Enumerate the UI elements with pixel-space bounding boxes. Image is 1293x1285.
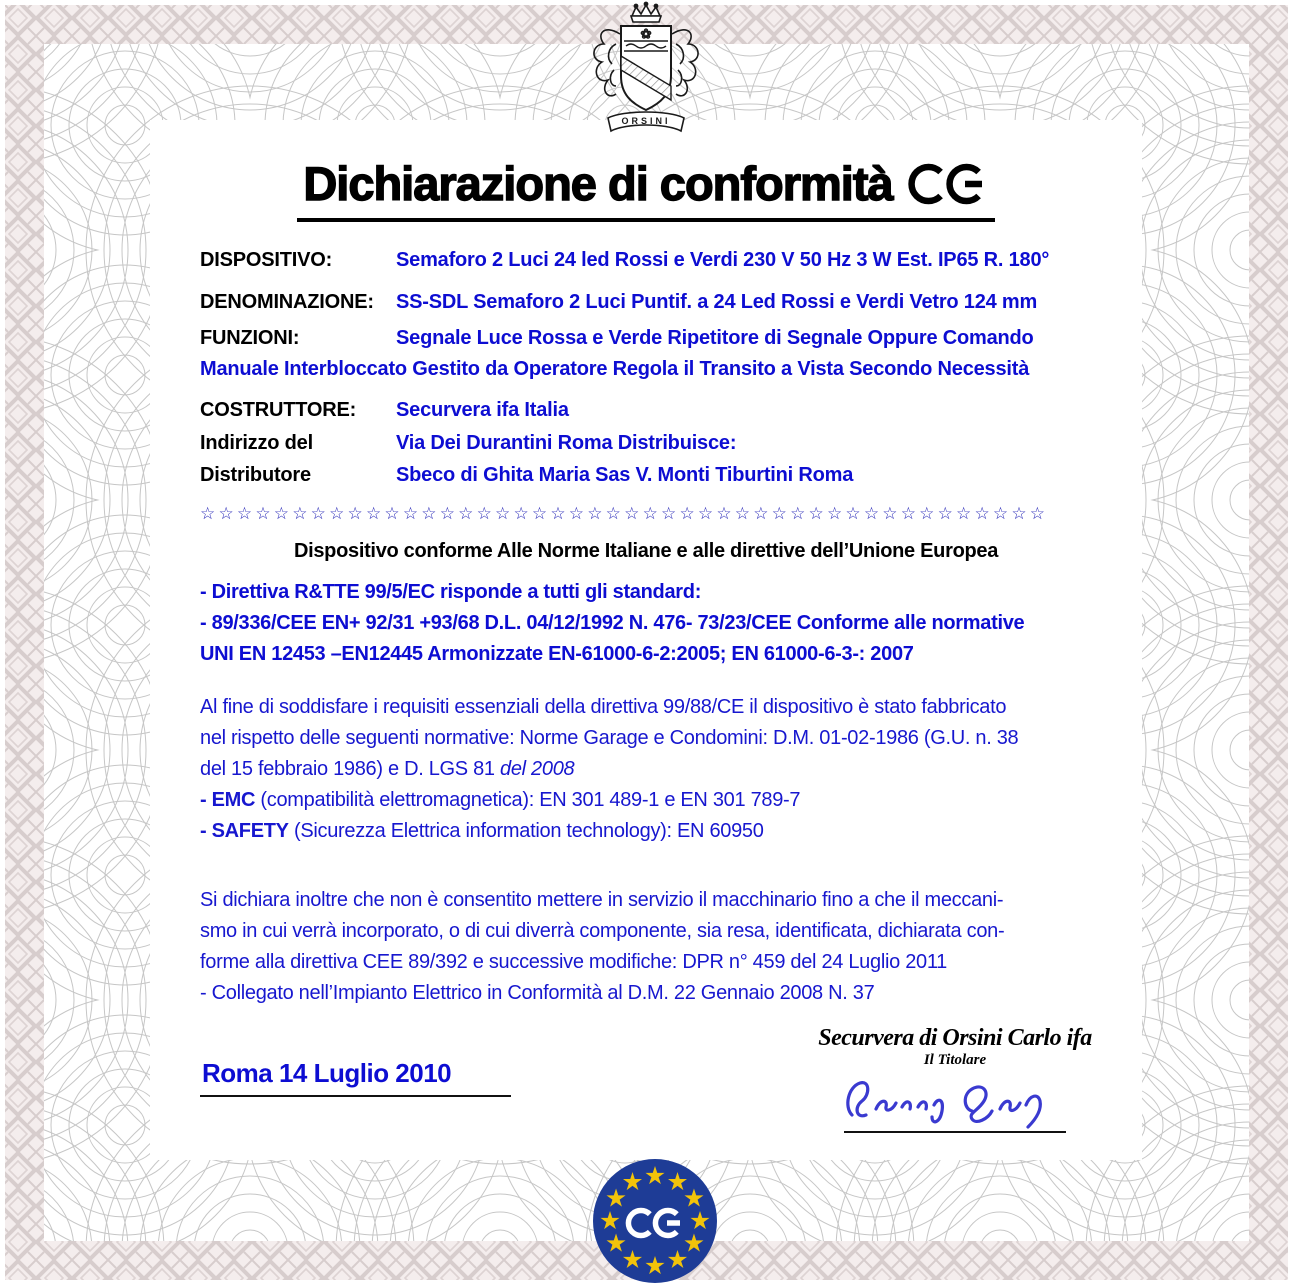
field-value: Sbeco di Ghita Maria Sas V. Monti Tiburtini Roma	[396, 464, 854, 486]
safety-text: (Sicurezza Elettrica information technology): EN 60950	[288, 820, 764, 842]
field-label: FUNZIONI:	[200, 327, 300, 349]
declaration-line: smo in cui verrà incorporato, o di cui diverrà componente, sia resa, identificata, dichiarata con-	[200, 920, 1005, 942]
fabrication-paragraph	[200, 692, 1092, 847]
safety-label: - SAFETY	[200, 820, 289, 842]
directive-line: UNI EN 12453 –EN12445 Armonizzate EN-61000-6-2:2005; EN 61000-6-3-: 2007	[200, 643, 914, 665]
stars-separator: ☆☆☆☆☆☆☆☆☆☆☆☆☆☆☆☆☆☆☆☆☆☆☆☆☆☆☆☆☆☆☆☆☆☆☆☆☆☆☆☆☆☆☆☆☆☆	[200, 504, 1049, 524]
field-label: COSTRUTTORE:	[200, 399, 357, 421]
emc-text: (compatibilità elettromagnetica): EN 301 489-1 e EN 301 789-7	[255, 789, 801, 811]
device-fields	[200, 248, 1092, 488]
fabrication-line	[200, 754, 1092, 785]
safety-line	[200, 816, 1092, 847]
fabrication-line-normal: del 15 febbraio 1986) e D. LGS 81	[200, 758, 501, 780]
field-label: DISPOSITIVO:	[200, 249, 333, 271]
field-denominazione	[200, 290, 1092, 315]
field-indirizzo	[200, 431, 1092, 456]
signature-line	[844, 1131, 1066, 1133]
emc-line	[200, 785, 1092, 816]
field-dispositivo	[200, 248, 1092, 273]
emc-label: - EMC	[200, 789, 256, 811]
field-value: Securvera ifa Italia	[396, 399, 569, 421]
field-value: Segnale Luce Rossa e Verde Ripetitore di Segnale Oppure Comando	[396, 327, 1034, 349]
field-label: DENOMINAZIONE:	[200, 291, 374, 313]
directive-line: - Direttiva R&TTE 99/5/EC risponde a tutti gli standard:	[200, 581, 702, 603]
orsini-crest	[568, 0, 724, 142]
field-funzioni	[200, 326, 1092, 351]
ce-mark-icon	[907, 160, 989, 208]
fabrication-line: nel rispetto delle seguenti normative: Norme Garage e Condomini: D.M. 01-02-1986 (G.U. n. 38	[200, 727, 1019, 749]
handwritten-signature	[840, 1071, 1070, 1131]
declaration-line: Si dichiara inoltre che non è consentito mettere in servizio il macchinario fino a che il meccani-	[200, 889, 1004, 911]
field-value: Via Dei Durantini Roma Distribuisce:	[396, 432, 737, 454]
field-label: Distributore	[200, 464, 311, 486]
crest-banner-text: ORSINI	[621, 116, 671, 126]
field-value: Semaforo 2 Luci 24 led Rossi e Verdi 230 V 50 Hz 3 W Est. IP65 R. 180°	[396, 249, 1050, 271]
field-label: Indirizzo del	[200, 432, 313, 454]
field-value: SS-SDL Semaforo 2 Luci Puntif. a 24 Led Rossi e Verdi Vetro 124 mm	[396, 291, 1038, 313]
signatory-company: Securvera di Orsini Carlo ifa	[818, 1025, 1092, 1051]
signatory-role: Il Titolare	[923, 1052, 987, 1068]
field-funzioni-line2: Manuale Interbloccato Gestito da Operatore Regola il Transito a Vista Secondo Necessità	[200, 358, 1030, 380]
declaration-paragraph	[200, 885, 1092, 1009]
declaration-line: forme alla direttiva CEE 89/392 e successive modifiche: DPR n° 459 del 24 Luglio 2011	[200, 951, 948, 973]
signature-block	[810, 1025, 1100, 1133]
page-title: Dichiarazione di conformità	[303, 157, 893, 210]
title-row	[200, 156, 1092, 222]
place-date: Roma 14 Luglio 2010	[200, 1058, 511, 1097]
directive-line: - 89/336/CEE EN+ 92/31 +93/68 D.L. 04/12/1992 N. 476- 73/23/CEE Conforme alle normative	[200, 612, 1025, 634]
declaration-line: - Collegato nell’Impianto Elettrico in Conformità al D.M. 22 Gennaio 2008 N. 37	[200, 982, 875, 1004]
directives-list	[200, 577, 1092, 670]
field-distributore	[200, 463, 1092, 488]
certificate-page	[150, 120, 1142, 1160]
fabrication-line-italic: del 2008	[500, 758, 575, 780]
fabrication-line: Al fine di soddisfare i requisiti essenziali della direttiva 99/88/CE il dispositivo è stato fabbricato	[200, 696, 1007, 718]
conformity-statement: Dispositivo conforme Alle Norme Italiane e alle direttive dell’Unione Europea	[293, 540, 999, 562]
field-costruttore	[200, 398, 1092, 423]
eu-ce-badge	[590, 1158, 720, 1285]
